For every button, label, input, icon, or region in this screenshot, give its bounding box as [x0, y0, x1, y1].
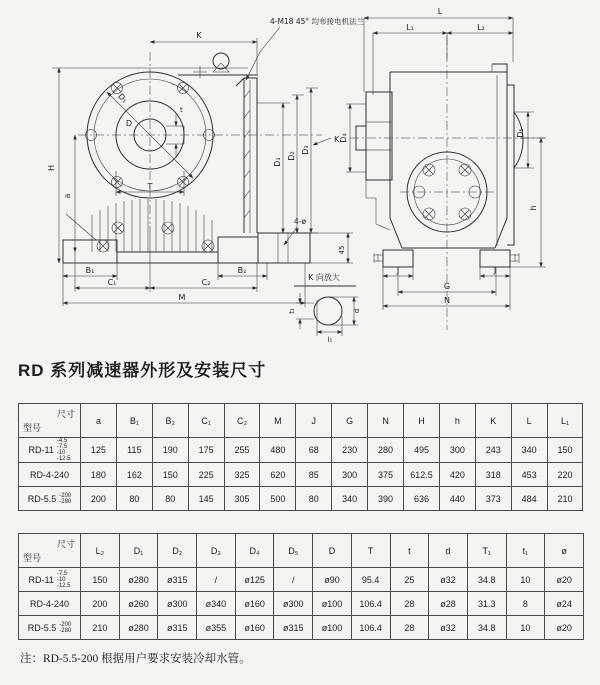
cell: 28: [390, 592, 429, 616]
t1-col-M: M: [260, 404, 296, 438]
cell: /: [274, 568, 313, 592]
table1-row-rd11: [19, 438, 583, 463]
t1-col-L1: L₁: [547, 404, 583, 438]
input-flange: [356, 92, 392, 230]
t1-col-C2: C₂: [224, 404, 260, 438]
t2-col-D: D: [313, 534, 352, 568]
k-view-title: K 向放大: [308, 273, 340, 282]
t2-col-D5: D₅: [274, 534, 313, 568]
cell: 10: [506, 616, 545, 640]
t2-col-phi: ø: [545, 534, 584, 568]
dim-label-T: T: [147, 182, 153, 191]
dim-label-C2: C₂: [201, 278, 211, 287]
cell: 612.5: [404, 463, 440, 487]
cell: 34.8: [467, 616, 506, 640]
cell: 453: [511, 463, 547, 487]
dim-label-B1: B₁: [85, 266, 95, 275]
cell: 340: [332, 487, 368, 511]
t2-col-D1: D₁: [119, 534, 158, 568]
cell: 305: [224, 487, 260, 511]
cell: 480: [260, 438, 296, 463]
t1-col-J: J: [296, 404, 332, 438]
dim-label-C1: C₁: [107, 278, 117, 287]
cell: 190: [152, 438, 188, 463]
model-variant: -4.5: [56, 438, 68, 444]
corner-label-size: 尺寸: [56, 539, 75, 549]
t1-col-C1: C₁: [188, 404, 224, 438]
model-variant: -200: [59, 621, 72, 628]
cell: 80: [116, 487, 152, 511]
dimension-table-1: [18, 403, 583, 511]
dim-label-a: a: [63, 193, 72, 199]
cell: 10: [506, 568, 545, 592]
cell: ø32: [429, 616, 468, 640]
cell: 95.4: [351, 568, 390, 592]
corner-label-model: 型号: [23, 553, 42, 563]
dim-label-45: 45: [338, 245, 346, 255]
cell: ø100: [313, 592, 352, 616]
t2-col-T1: T₁: [467, 534, 506, 568]
dim-label-K: K: [196, 31, 202, 40]
table2-header-row: [19, 534, 584, 568]
cell: 225: [188, 463, 224, 487]
model-variants: [59, 493, 71, 505]
table2-corner-cell: [19, 534, 81, 568]
corner-label-model: 型号: [23, 423, 42, 433]
table1-row-rd4-240: [19, 463, 583, 487]
dim-label-D: D: [125, 119, 133, 128]
cell: 34.8: [467, 568, 506, 592]
model-name: RD-11: [28, 445, 54, 455]
table1-row-rd55: [19, 487, 583, 511]
cell: 210: [547, 487, 583, 511]
cell: 180: [81, 463, 117, 487]
cell: 200: [81, 592, 120, 616]
dim-label-D5: D₅: [516, 128, 525, 138]
model-name: RD-5.5: [27, 622, 57, 633]
cell: 150: [152, 463, 188, 487]
model-variant: -12.5: [56, 582, 71, 589]
t2-col-L2: L₂: [81, 534, 120, 568]
page-title: RD 系列减速器外形及安装尺寸: [18, 361, 267, 380]
four-phi-label: 4-ø: [294, 217, 307, 226]
model-variant: -280: [59, 627, 72, 634]
t1-col-B1: B₁: [116, 404, 152, 438]
cell: 175: [188, 438, 224, 463]
model-name: RD-4-240: [29, 598, 69, 609]
cell: 145: [188, 487, 224, 511]
cell: 200: [81, 487, 117, 511]
model-name: RD-4-240: [29, 469, 69, 480]
cell: ø28: [429, 592, 468, 616]
footnote: 注：RD-5.5-200 根据用户要求安装冷却水管。: [20, 653, 251, 665]
model-cell: [19, 616, 81, 640]
cell: ø20: [545, 616, 584, 640]
t1-col-L: L: [511, 404, 547, 438]
cell: 300: [332, 463, 368, 487]
cell: ø315: [158, 568, 197, 592]
cell: 8: [506, 592, 545, 616]
cell: ø300: [274, 592, 313, 616]
model-variant: -12.5: [56, 456, 71, 462]
cell: 210: [81, 616, 120, 640]
cell: 390: [368, 487, 404, 511]
table2-row-rd4-240: [19, 592, 584, 616]
lifting-eye: [178, 53, 258, 78]
model-name: RD-11: [28, 574, 54, 585]
t1-col-B2: B₂: [152, 404, 188, 438]
dim-label-L1: L₁: [406, 23, 414, 32]
cell: 420: [439, 463, 475, 487]
model-variant: -10: [56, 576, 66, 583]
model-name: RD-5.5: [27, 493, 57, 504]
cell: ø300: [158, 592, 197, 616]
table1-header-row: [19, 404, 583, 438]
model-variants: [57, 571, 71, 589]
cell: 150: [81, 568, 120, 592]
cell: ø160: [235, 592, 274, 616]
cell: ø355: [197, 616, 236, 640]
cell: 106.4: [351, 592, 390, 616]
cell: 125: [81, 438, 117, 463]
cell: ø32: [429, 568, 468, 592]
dim-label-H: H: [47, 164, 56, 172]
cell: 28: [390, 616, 429, 640]
t2-col-D4: D₄: [235, 534, 274, 568]
t2-col-D3: D₃: [197, 534, 236, 568]
dim-label-D4: D₄: [339, 133, 348, 143]
cell: 243: [475, 438, 511, 463]
corner-label-size: 尺寸: [56, 409, 75, 419]
cell: 280: [368, 438, 404, 463]
cell: 484: [511, 487, 547, 511]
cell: 162: [116, 463, 152, 487]
motor-flange-annotation: 4-M18 45° 均布接电机法兰: [270, 17, 365, 26]
model-variants: [59, 622, 71, 634]
cell: ø315: [274, 616, 313, 640]
t2-col-t: t: [390, 534, 429, 568]
t1-col-h: h: [439, 404, 475, 438]
cell: 340: [511, 438, 547, 463]
cell: ø24: [545, 592, 584, 616]
dimension-table-2: [18, 533, 584, 640]
model-variant: -200: [59, 492, 72, 499]
cell: ø100: [313, 616, 352, 640]
cell: 230: [332, 438, 368, 463]
cell: 115: [116, 438, 152, 463]
t1-col-N: N: [368, 404, 404, 438]
dim-label-t: t: [180, 106, 183, 114]
t1-col-G: G: [332, 404, 368, 438]
flange-section: [236, 78, 257, 233]
dim-label-sec-D2: D₂: [287, 151, 296, 161]
dim-label-d: d: [353, 308, 361, 314]
t1-col-K: K: [475, 404, 511, 438]
model-variants: [57, 438, 71, 462]
cell: 440: [439, 487, 475, 511]
model-variant: -7.5: [56, 570, 68, 577]
model-variant: -10: [56, 450, 66, 456]
dim-label-sec-D3: D₃: [301, 145, 310, 155]
t2-col-D2: D₂: [158, 534, 197, 568]
side-feet: [374, 250, 519, 267]
model-cell: [19, 438, 81, 463]
cell: 255: [224, 438, 260, 463]
dim-label-M: M: [178, 293, 186, 302]
model-variant: -280: [59, 498, 72, 505]
cell: 620: [260, 463, 296, 487]
dim-label-L2: L₂: [477, 23, 485, 32]
model-cell: [19, 463, 81, 487]
cell: 68: [296, 438, 332, 463]
t2-col-t1: t₁: [506, 534, 545, 568]
dim-label-sec-D1: D₁: [273, 157, 282, 167]
model-variant: -7.5: [56, 444, 68, 450]
dim-label-D1: D₁: [116, 91, 130, 105]
t1-col-H: H: [404, 404, 440, 438]
cell: 25: [390, 568, 429, 592]
dim-label-t1: t₁: [288, 308, 296, 314]
cell: 220: [547, 463, 583, 487]
cell: 500: [260, 487, 296, 511]
t2-col-T: T: [351, 534, 390, 568]
cell: 495: [404, 438, 440, 463]
model-cell: [19, 592, 81, 616]
dim-label-G: G: [443, 282, 451, 291]
cell: ø340: [197, 592, 236, 616]
cell: 375: [368, 463, 404, 487]
cell: ø90: [313, 568, 352, 592]
dim-label-B2: B₂: [237, 266, 247, 275]
model-cell: [19, 487, 81, 511]
cell: ø260: [119, 592, 158, 616]
table2-row-rd55: [19, 616, 584, 640]
cell: ø280: [119, 568, 158, 592]
cell: ø125: [235, 568, 274, 592]
cell: 80: [152, 487, 188, 511]
cell: ø315: [158, 616, 197, 640]
cell: 106.4: [351, 616, 390, 640]
cell: 80: [296, 487, 332, 511]
dim-label-N: N: [444, 296, 450, 305]
cell: /: [197, 568, 236, 592]
cell: 373: [475, 487, 511, 511]
k-arrow-label: K: [334, 135, 340, 144]
cooling-fins: [92, 199, 212, 252]
cell: 150: [547, 438, 583, 463]
dim-label-J-left: J: [396, 266, 400, 275]
cell: 85: [296, 463, 332, 487]
cell: 636: [404, 487, 440, 511]
cell: 300: [439, 438, 475, 463]
t1-col-a: a: [81, 404, 117, 438]
cell: 318: [475, 463, 511, 487]
table2-row-rd11: [19, 568, 584, 592]
dim-label-l1: l₁: [327, 336, 333, 344]
cell: 31.3: [467, 592, 506, 616]
k-detail-view: [288, 272, 361, 344]
model-cell: [19, 568, 81, 592]
side-view-dimensions: [339, 7, 546, 310]
dim-label-J-right: J: [493, 266, 497, 275]
table1-corner-cell: [19, 404, 81, 438]
cell: 325: [224, 463, 260, 487]
t2-col-d: d: [429, 534, 468, 568]
dim-label-L: L: [437, 7, 443, 16]
cell: ø160: [235, 616, 274, 640]
dim-label-h: h: [529, 205, 538, 211]
cell: ø280: [119, 616, 158, 640]
cell: ø20: [545, 568, 584, 592]
